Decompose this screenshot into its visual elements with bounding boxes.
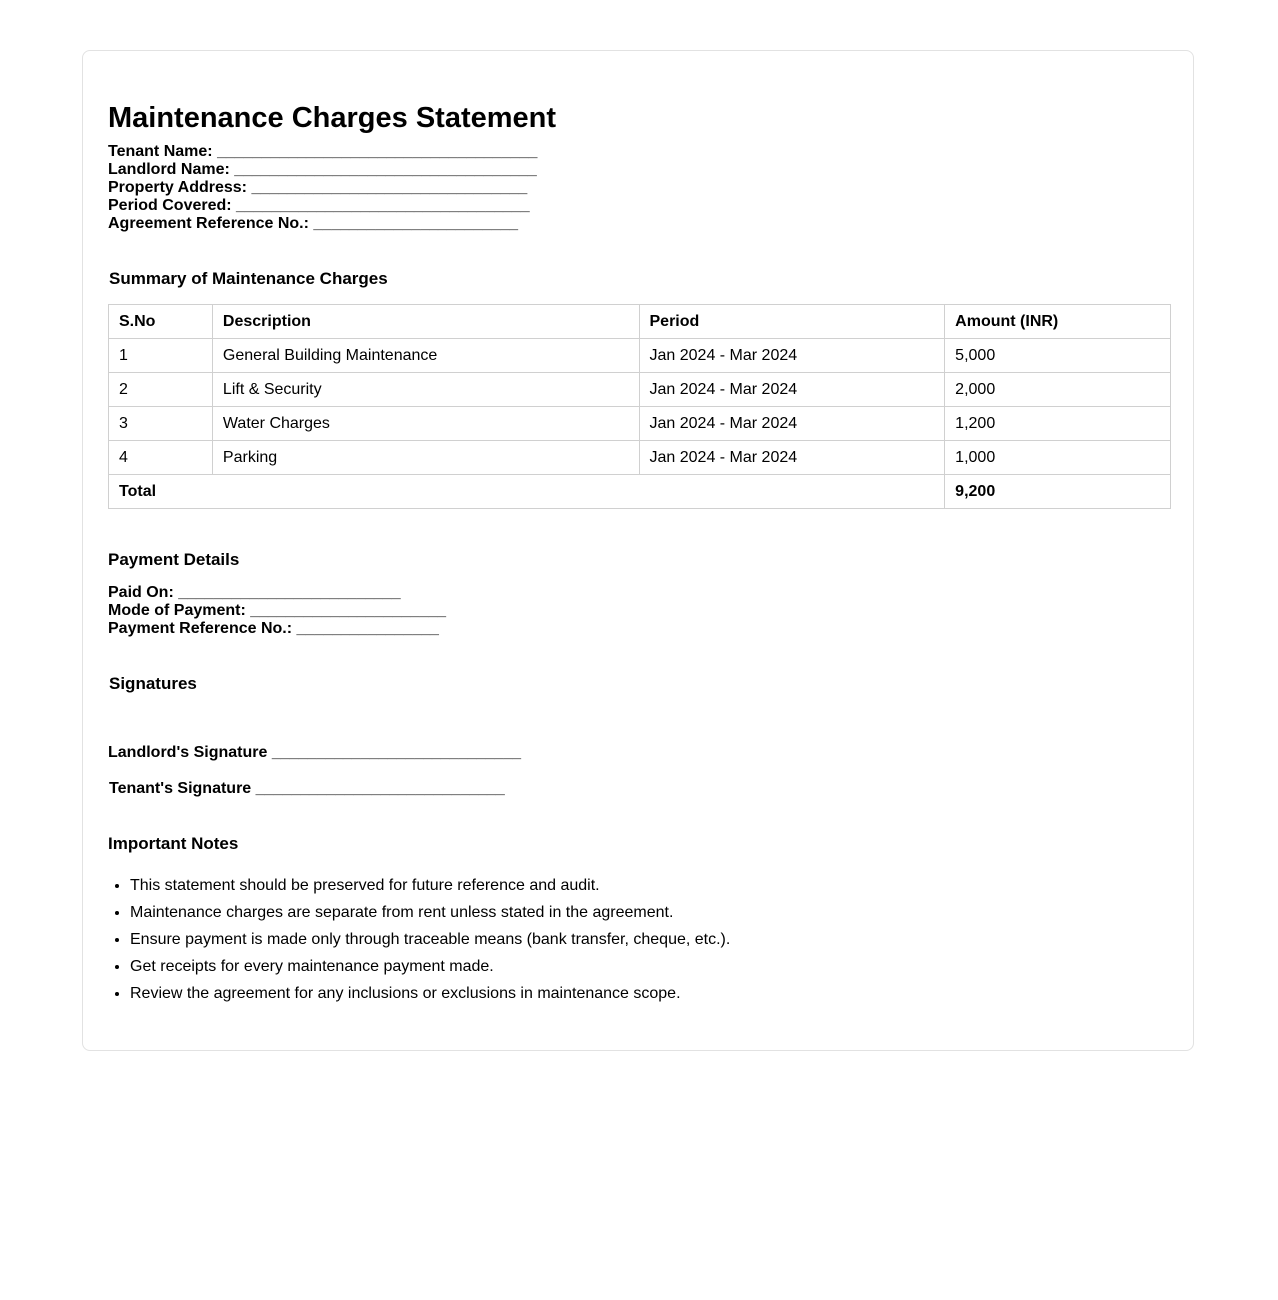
column-header: S.No — [109, 305, 213, 339]
list-item: • Get receipts for every maintenance payment made. — [130, 953, 730, 980]
period-cell: Jan 2024 - Mar 2024 — [639, 441, 945, 475]
sno-cell: 1 — [109, 339, 213, 373]
paid-on-field — [108, 584, 401, 602]
tenant-signature-line — [109, 780, 505, 798]
signatures-heading: Signatures — [109, 674, 197, 693]
notes-heading: Important Notes — [108, 834, 239, 853]
field-label: Paid On: — [108, 584, 174, 601]
field-blank: ____________________________________ — [217, 143, 538, 160]
landlord-signature-line — [108, 744, 521, 762]
list-item: • Review the agreement for any inclusions or exclusions in maintenance scope. — [130, 980, 730, 1007]
field-blank: _________________________ — [178, 584, 401, 601]
amount-cell: 1,200 — [945, 407, 1171, 441]
period-cell: Jan 2024 - Mar 2024 — [639, 373, 945, 407]
table-row — [109, 339, 1171, 373]
field-blank: ________________ — [296, 620, 439, 637]
sno-cell: 4 — [109, 441, 213, 475]
field-blank: ______________________ — [250, 602, 447, 619]
tenant-name-field — [108, 143, 537, 161]
property-address-field — [108, 179, 527, 197]
amount-cell: 1,000 — [945, 441, 1171, 475]
field-label: Landlord Name: — [108, 161, 230, 178]
field-label: Mode of Payment: — [108, 602, 246, 619]
table-header-row — [109, 305, 1171, 339]
description-cell: General Building Maintenance — [212, 339, 639, 373]
field-blank: _________________________________ — [236, 197, 530, 214]
field-blank: __________________________________ — [234, 161, 537, 178]
sno-cell: 2 — [109, 373, 213, 407]
table-row — [109, 407, 1171, 441]
field-label: Agreement Reference No.: — [108, 215, 309, 232]
table-row — [109, 373, 1171, 407]
column-header: Description — [212, 305, 639, 339]
total-row — [109, 475, 1171, 509]
total-label: Total — [109, 475, 945, 509]
list-item: • Maintenance charges are separate from rent unless stated in the agreement. — [130, 899, 730, 926]
charges-table — [108, 304, 1171, 509]
amount-cell: 2,000 — [945, 373, 1171, 407]
table-row — [109, 441, 1171, 475]
field-blank: _______________________ — [313, 215, 519, 232]
description-cell: Water Charges — [212, 407, 639, 441]
list-item: • This statement should be preserved for future reference and audit. — [130, 872, 730, 899]
field-label: Period Covered: — [108, 197, 232, 214]
total-value: 9,200 — [945, 475, 1171, 509]
payment-reference-field — [108, 620, 439, 638]
field-label: Property Address: — [108, 179, 247, 196]
period-covered-field — [108, 197, 530, 215]
description-cell: Parking — [212, 441, 639, 475]
description-cell: Lift & Security — [212, 373, 639, 407]
page-title: Maintenance Charges Statement — [108, 102, 557, 134]
period-cell: Jan 2024 - Mar 2024 — [639, 407, 945, 441]
list-item: • Ensure payment is made only through traceable means (bank transfer, cheque, etc.). — [130, 926, 730, 953]
signature-blank: ____________________________ — [255, 780, 505, 797]
field-blank: _______________________________ — [251, 179, 528, 196]
payment-heading: Payment Details — [108, 550, 240, 569]
agreement-reference-field — [108, 215, 518, 233]
signature-label: Landlord's Signature — [108, 744, 268, 761]
notes-list — [108, 872, 730, 1007]
landlord-name-field — [108, 161, 537, 179]
signature-blank: ____________________________ — [271, 744, 521, 761]
sno-cell: 3 — [109, 407, 213, 441]
mode-of-payment-field — [108, 602, 446, 620]
statement-card — [82, 50, 1194, 1051]
summary-heading: Summary of Maintenance Charges — [109, 269, 388, 288]
signature-label: Tenant's Signature — [109, 780, 252, 797]
column-header: Amount (INR) — [945, 305, 1171, 339]
period-cell: Jan 2024 - Mar 2024 — [639, 339, 945, 373]
amount-cell: 5,000 — [945, 339, 1171, 373]
field-label: Tenant Name: — [108, 143, 213, 160]
column-header: Period — [639, 305, 945, 339]
field-label: Payment Reference No.: — [108, 620, 293, 637]
